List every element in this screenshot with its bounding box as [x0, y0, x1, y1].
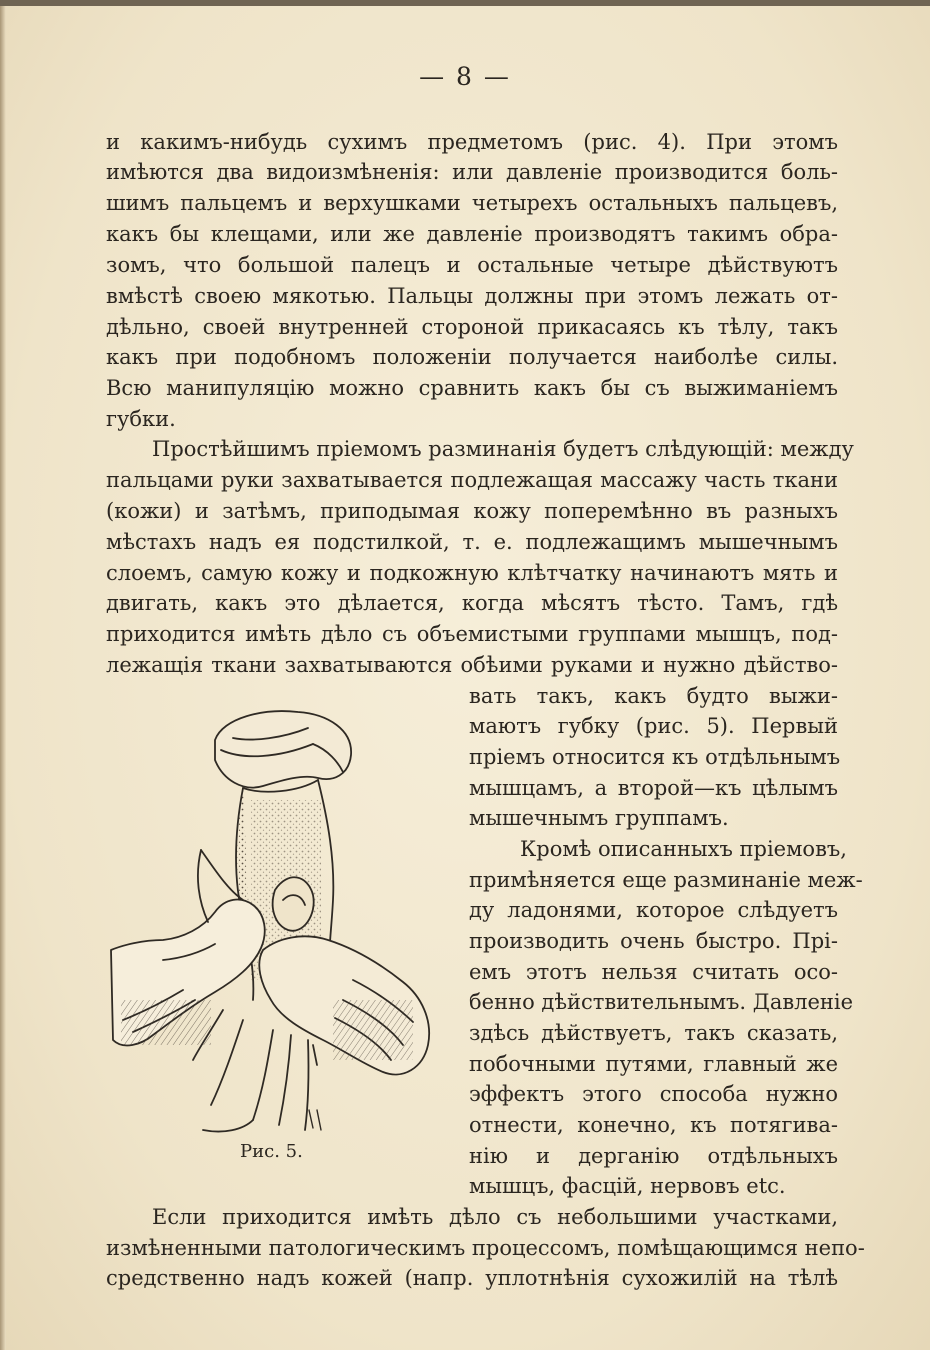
text-line: отнести, конечно, къ потягива-	[469, 1113, 838, 1137]
text-line: слоемъ, самую кожу и подкожную клѣтчатку начинаютъ мять и	[106, 561, 838, 585]
text-line: ду ладонями, которое слѣдуетъ	[469, 898, 838, 922]
text-line: губки.	[106, 407, 176, 431]
text-line: эффектъ этого способа нужно	[469, 1082, 838, 1106]
text-line: нію и дерганію отдѣльныхъ	[469, 1144, 838, 1168]
text-line: приходится имѣть дѣло съ объемистыми группами мышцъ, под-	[106, 622, 838, 646]
text-line: двигать, какъ это дѣлается, когда мѣсятъ тѣсто. Тамъ, гдѣ	[106, 591, 838, 615]
page-binding-edge	[0, 6, 6, 1350]
text-line: маютъ губку (рис. 5). Первый	[469, 714, 838, 738]
text-line: мышцамъ, а второй—къ цѣлымъ	[469, 776, 838, 800]
text-line: емъ этотъ нельзя считать осо-	[469, 960, 838, 984]
text-line: примѣняется еще разминаніе меж-	[469, 868, 863, 892]
figure-caption: Рис. 5.	[240, 1141, 303, 1162]
text-line: мѣстахъ надъ ея подстилкой, т. е. подлежащимъ мышечнымъ	[106, 530, 838, 554]
text-line: (кожи) и затѣмъ, приподымая кожу поперемѣнно въ разныхъ	[106, 499, 838, 523]
text-line: бенно дѣйствительнымъ. Давленіе	[469, 990, 854, 1014]
text-line: средственно надъ кожей (напр. уплотнѣнія сухожилій на тѣлѣ	[106, 1266, 838, 1290]
figure-kneading-illustration	[103, 700, 438, 1145]
text-line: какъ бы клещами, или же давленіе производятъ такимъ обра-	[106, 222, 838, 246]
text-line: и какимъ-нибудь сухимъ предметомъ (рис. 4). При этомъ	[106, 130, 838, 154]
text-line: вмѣстѣ своею мякотью. Пальцы должны при этомъ лежать от-	[106, 284, 838, 308]
text-line: пріемъ относится къ отдѣльнымъ	[469, 745, 841, 769]
page-top-edge	[0, 0, 930, 6]
text-line: зомъ, что большой палецъ и остальные четыре дѣйствуютъ	[106, 253, 838, 277]
text-line: какъ при подобномъ положеніи получается наиболѣе силы.	[106, 345, 838, 369]
text-line: шимъ пальцемъ и верхушками четырехъ остальныхъ пальцевъ,	[106, 191, 838, 215]
text-line: Простѣйшимъ пріемомъ разминанія будетъ слѣдующій: между	[152, 437, 854, 461]
text-line: вать такъ, какъ будто выжи-	[469, 684, 838, 708]
text-line: Всю манипуляцію можно сравнить какъ бы съ выжиманіемъ	[106, 376, 838, 400]
text-line: пальцами руки захватывается подлежащая массажу часть ткани	[106, 468, 838, 492]
text-line: мышечнымъ группамъ.	[469, 806, 729, 830]
text-line: Кромѣ описанныхъ пріемовъ,	[520, 837, 847, 861]
text-line: здѣсь дѣйствуетъ, такъ сказать,	[469, 1021, 838, 1045]
text-line: лежащія ткани захватываются обѣими руками и нужно дѣйство-	[106, 653, 838, 677]
text-line: Если приходится имѣть дѣло съ небольшими участками,	[152, 1205, 838, 1229]
text-line: мышцъ, фасцій, нервовъ etc.	[469, 1174, 786, 1198]
text-line: дѣльно, своей внутренней стороной прикасаясь къ тѣлу, такъ	[106, 315, 838, 339]
page-number: — 8 —	[419, 62, 511, 91]
text-line: измѣненными патологическимъ процессомъ, помѣщающимся непо-	[106, 1236, 865, 1260]
text-line: производить очень быстро. Прі-	[469, 929, 838, 953]
text-line: имѣются два видоизмѣненія: или давленіе производится боль-	[106, 160, 838, 184]
text-line: побочными путями, главный же	[469, 1052, 838, 1076]
